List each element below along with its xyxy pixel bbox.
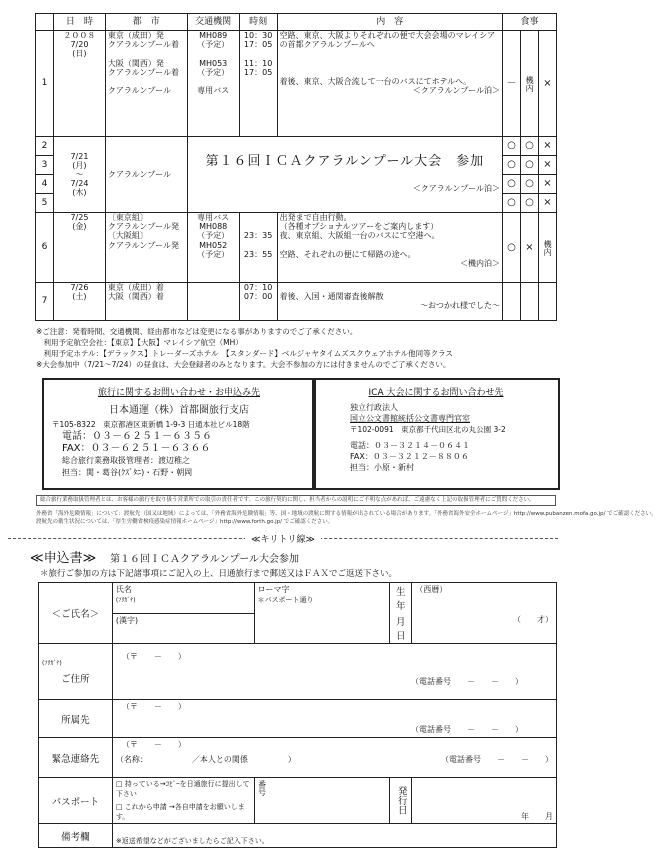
- day-time: 10：30 17：05 11：10 17：05: [239, 31, 277, 137]
- day-content: 空路、東京、大阪よりそれぞれの便で大会会場のマレイシアの首都クアラルンプールへ 着後、東京、大阪合流して一台のバスにてホテルへ。: [279, 31, 496, 86]
- work-label: 所属先: [39, 700, 113, 738]
- day-content: 着後、入国・通関審査後解散: [279, 292, 384, 302]
- day-note: ＜機内泊＞: [459, 258, 500, 268]
- meal-breakfast: [502, 283, 520, 321]
- month-day-label: 月日: [390, 613, 412, 644]
- header-transport: 交通機関: [187, 14, 239, 31]
- application-form: [38, 582, 557, 848]
- name-label: ＜ご氏名＞: [39, 583, 113, 644]
- header-time: 時刻: [239, 14, 277, 31]
- travel-contact-box: [42, 378, 316, 490]
- travel-staff: 担当：関・葛谷(ｸｽﾞﾀﾆ)・石野・朝岡: [62, 468, 193, 477]
- roman-label: ローマ字: [257, 585, 290, 594]
- ica-tel: 電話：０３－３２１４－０６４１: [350, 441, 470, 450]
- block-city: クアラルンプール: [105, 137, 187, 213]
- travel-tel: 電話：０３－６２５１－６３５６: [62, 431, 212, 442]
- meal-breakfast: ○: [502, 156, 520, 175]
- ica-org1: 独立行政法人: [350, 403, 398, 412]
- work-field[interactable]: [112, 700, 556, 738]
- meal-breakfast: ○: [502, 137, 520, 156]
- table-row: [36, 31, 557, 137]
- meal-lunch: ×: [520, 213, 538, 283]
- ica-contact-box: [312, 378, 560, 490]
- emergency-label: 緊急連絡先: [39, 738, 113, 778]
- meal-dinner: ×: [538, 137, 556, 156]
- day-content-cell: [277, 283, 502, 321]
- header-date: 日 時: [53, 14, 105, 31]
- table-row: [36, 283, 557, 321]
- ica-contact-heading: ICA 大会に関するお問い合わせ先: [368, 388, 504, 398]
- work-zip: （〒 － ）: [121, 702, 186, 711]
- emergency-name: （名称： ／本人との関係 ）: [115, 755, 296, 764]
- day-city: 東京（成田）着 大阪（関西）着: [105, 283, 187, 321]
- issue-ym: 年 月: [521, 812, 553, 821]
- address-phone: （電話番号 － － ）: [411, 677, 523, 686]
- block-content-cell: [187, 137, 502, 213]
- table-header-row: [36, 14, 557, 31]
- travel-manager: 総合旅行業務取扱管理者：渡辺稚之: [62, 456, 190, 465]
- emergency-row: [39, 738, 557, 778]
- block-date: 7/21 (月) ～ 7/24 (木): [53, 137, 105, 213]
- name-furigana-label: (ﾌﾘｶﾞﾅ): [115, 597, 136, 604]
- note-line: 利用予定航空会社：【東京】【大阪】マレイシア航空（MH）: [36, 338, 243, 347]
- passport-option-have[interactable]: □ 持っている→ｺﾋﾟｰを日通旅行に提出して下さい: [115, 780, 250, 798]
- meal-breakfast: －: [502, 31, 520, 137]
- day-city: 〔東京組〕 クアラルンプール発 〔大阪組〕 クアラルンプール発: [105, 213, 187, 283]
- itinerary-notes: [36, 326, 556, 370]
- day-transport: 専用バス MH088 （予定） MH052 （予定）: [187, 213, 239, 283]
- passport-number-cell[interactable]: [254, 778, 390, 824]
- meal-breakfast: ○: [502, 175, 520, 194]
- birth-era: （西暦）: [415, 585, 448, 594]
- travel-company: 日本通運（株）首都圏旅行支店: [109, 405, 249, 416]
- passport-option-apply[interactable]: □ これから申請 →各自申請をお願いします。: [115, 803, 245, 821]
- meal-breakfast: ○: [502, 213, 520, 283]
- day-note: ＜クアラルンプール泊＞: [412, 86, 500, 96]
- form-instruction: ＊旅行ご参加の方は下記諸事項にご記入の上、日通旅行まで郵送又はＦＡＸでご返送下さい。: [40, 569, 398, 579]
- note-line: 利用予定ホテル：【デラックス】トレーダーズホテル 【スタンダード】ベルジャヤタイムズスクウェアホテル他同等クラス: [36, 349, 453, 358]
- roman-note: ＊パスポート通り: [257, 596, 314, 604]
- travel-fax: FAX：０３－６２５１－６３６６: [62, 443, 211, 454]
- block-note: ＜クアラルンプール泊＞: [412, 184, 500, 194]
- address-zip: （〒 － ）: [121, 652, 186, 661]
- cut-line: [8, 532, 558, 545]
- day-number: 3: [36, 156, 54, 175]
- meal-dinner: 機内: [538, 213, 556, 283]
- day-transport: [187, 283, 239, 321]
- day-number: 4: [36, 175, 54, 194]
- age-field[interactable]: [412, 613, 557, 644]
- day-content-cell: [277, 213, 502, 283]
- address-row: [39, 644, 557, 700]
- day-content-cell: [277, 31, 502, 137]
- day-number: 6: [36, 213, 54, 283]
- passport-options: [112, 778, 254, 824]
- meal-breakfast: ○: [502, 194, 520, 213]
- birth-label: 生年: [390, 583, 412, 614]
- work-phone: （電話番号 － － ）: [411, 725, 523, 734]
- table-row: [36, 137, 557, 156]
- day-city: 東京（成田）発 クアラルンプール着 大阪（関西）発 クアラルンプール着 クアラルンプール: [105, 31, 187, 137]
- ica-org2: 国立公文書館統括公文書専門官室: [350, 414, 470, 423]
- address-label: ご住所: [61, 674, 90, 685]
- day-transport: MH089 （予定） MH053 （予定） 専用バス: [187, 31, 239, 137]
- issue-label: 発行日: [390, 778, 412, 824]
- day-note: ～おつかれ様でした～: [420, 301, 500, 311]
- table-row: [36, 213, 557, 283]
- note-line: ※ご注意：発着時間、交通機関、経由都市などは変更になる事がありますのでご了承ください。: [36, 327, 358, 336]
- roman-name-field[interactable]: [254, 583, 390, 644]
- age-label: （ 才）: [513, 615, 553, 624]
- day-date: 7/25 (金): [53, 213, 105, 283]
- disclaimer-manager: 総合旅行業務取扱管理者とは、お客様の旅行を取り扱う営業所での取引の責任者です。この旅行契約に関し、担当者からの説明にご不明な点があれば、ご遠慮なく上記の取扱管理者にご質問ください。: [36, 495, 556, 506]
- travel-address: 〒105-8322 東京都港区東新橋 1-9-3 日通本社ビル18階: [52, 420, 250, 429]
- block-content: 第１６回ＩＣＡクアラルンプール大会 参加: [205, 154, 485, 170]
- emergency-zip: （〒 － ）: [121, 740, 186, 749]
- header-meals: 食事: [502, 14, 556, 31]
- meal-lunch: [520, 283, 538, 321]
- remarks-label: 備考欄: [39, 824, 113, 848]
- passport-number-label: 番号: [257, 780, 267, 796]
- name-kanji-field[interactable]: [112, 613, 254, 644]
- meal-dinner: ×: [538, 31, 556, 137]
- ica-fax: FAX：０３－３２１２－８８０６: [350, 452, 469, 461]
- remarks-row: [39, 824, 557, 848]
- name-row: [39, 583, 557, 614]
- meal-lunch: ○: [520, 137, 538, 156]
- meal-lunch: 機内: [520, 31, 538, 137]
- work-row: [39, 700, 557, 738]
- remarks-note: ※返送希望などがございましたらご記入下さい。: [115, 837, 269, 845]
- meal-lunch: ○: [520, 156, 538, 175]
- day-number: 1: [36, 31, 54, 137]
- day-date: 7/26 (土): [53, 283, 105, 321]
- address-furigana: (ﾌﾘｶﾞﾅ): [42, 660, 62, 667]
- name-furigana-field[interactable]: [112, 583, 254, 614]
- day-number: 5: [36, 194, 54, 213]
- issue-field[interactable]: [412, 778, 557, 824]
- birth-era-field[interactable]: [412, 583, 557, 614]
- travel-contact-heading: 旅行に関するお問い合わせ・お申込み先: [97, 388, 260, 398]
- ica-address: 〒102-0091 東京都千代田区北の丸公園 3-2: [350, 425, 506, 434]
- day-time: 07：10 07：00: [239, 283, 277, 321]
- form-subtitle: 第１６回ＩＣＡクアラルンプール大会参加: [110, 554, 300, 565]
- emergency-field[interactable]: [112, 738, 556, 778]
- note-line: ※大会参加中（7/21～7/24）の昼食は、大会登録者のみとなります。大会不参加の方には付きませんのでご了承ください。: [36, 360, 451, 369]
- passport-row: [39, 778, 557, 824]
- day-number: 2: [36, 137, 54, 156]
- address-label-cell: [39, 644, 113, 700]
- cut-line-label: ≪キリトリ線≫: [245, 535, 321, 545]
- form-title-row: [30, 547, 299, 566]
- name-kanji-label: (漢字): [115, 615, 139, 625]
- meal-lunch: ○: [520, 175, 538, 194]
- name-sub-label: 氏名: [115, 585, 132, 594]
- meal-dinner: [538, 283, 556, 321]
- meal-lunch: ○: [520, 194, 538, 213]
- disclaimer-safety: 外務省「海外危険情報」について：渡航先（国又は地域）によっては、「外務省海外危険情報」等、国・地域の渡航に関する情報が出されている場合があります。「外務省海外安全ホームページ」http://www.pubanzen.mofa.go.jp/ でご確認ください。: [36, 511, 657, 517]
- header-city: 都 市: [105, 14, 187, 31]
- emergency-phone: （電話番号 － － ）: [441, 755, 553, 764]
- header-content: 内 容: [277, 14, 502, 31]
- ica-staff: 担当：小原・新村: [350, 463, 414, 472]
- address-field[interactable]: [112, 644, 556, 700]
- itinerary-table: [35, 13, 557, 321]
- meal-dinner: ×: [538, 194, 556, 213]
- meal-dinner: ×: [538, 156, 556, 175]
- day-time: 23：35 23：55: [239, 213, 277, 283]
- day-number: 7: [36, 283, 54, 321]
- disclaimer-health: 渡航先の衛生状況については、「厚生労働省検疫感染症情報ホームページ」http://www.forth.go.jp/ でご確認ください。: [36, 519, 334, 525]
- day-date: ２００８ 7/20 (日): [53, 31, 105, 137]
- passport-label: パスポート: [39, 778, 113, 824]
- remarks-field[interactable]: [112, 824, 556, 848]
- day-content: 出発まで自由行動。 （各種オプショナルツアーをご案内します） 夜、東京組、大阪組一台のバスにて空港へ。 空路、それぞれの便にて帰路の途へ。: [279, 213, 440, 259]
- form-title: ≪申込書≫: [30, 551, 97, 566]
- meal-dinner: ×: [538, 175, 556, 194]
